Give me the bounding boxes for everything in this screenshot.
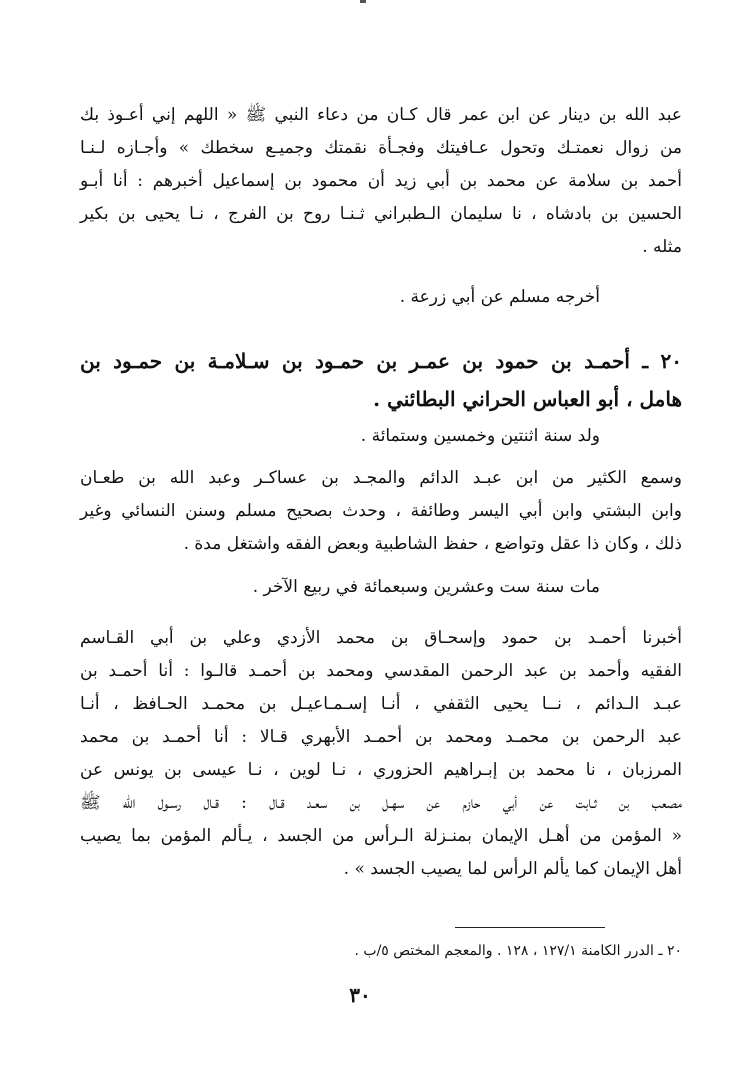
heading-line: ٢٠ ـ أحمـد بن حمود بن عمـر بن حمـود بن سـلامـة بن حمـود بن [80,349,682,373]
text-line: ذلك ، وكان ذا عقل وتواضع ، حفظ الشاطبية وبعض الفقه واشتغل مدة . [183,534,682,554]
hadith-paragraph [80,622,682,886]
hadith-continuation-paragraph [80,99,682,264]
biography-entry-heading [80,342,682,418]
text-line: مات سنة ست وعشرين وسبعمائة في ربيع الآخر . [252,577,600,597]
text-line: عبد الرحمن بن محمـد ومحمد بن أحمـد الأبهري قـالا : أنا أحمـد بن محمد [80,727,682,747]
footnote [120,934,682,968]
hearing-paragraph [80,462,682,561]
top-margin-mark [360,0,366,3]
footnote-divider [455,927,605,928]
text-line: أخرجه مسلم عن أبي زرعة . [399,287,600,307]
birth-note [300,420,600,453]
text-line: الفقيه وأحمد بن عبد الرحمن المقدسي ومحمد بن أحمـد قالـوا : أنا أحمـد بن [80,661,682,681]
text-line: مثله . [642,237,682,257]
text-line: المرزبان ، نا محمد بن إبـراهيم الحزوري ، نـا لوين ، نـا عيسى بن يونس عن [80,760,682,780]
footnote-text: ٢٠ ـ الدرر الكامنة ١٢٧/١ ، ١٢٨ . والمعجم المختص ٥/ب . [354,943,682,959]
text-line: أهل الإيمان كما يألم الرأس لما يصيب الجسد » . [343,859,682,879]
text-line: ولد سنة اثنتين وخمسين وستمائة . [360,426,600,446]
text-line: عبد الله بن دينار عن ابن عمر قال كـان من دعاء النبي ﷺ « اللهم إني أعـوذ بك [80,105,682,125]
heading-line: هامل ، أبو العباس الحراني البطائني . [373,387,682,411]
text-line: وسمع الكثير من ابن عبـد الدائم والمجـد بن عساكـر وعبد الله بن طعـان [80,468,682,488]
text-line: من زوال نعمتـك وتحول عـافيتك وفجـأة نقمتك وجميـع سخطك » وأجـازه لـنـا [80,138,682,158]
text-line: « المؤمن من أهـل الإيمان بمنـزلة الـرأس من الجسد ، يـألم المؤمن بما يصيب [80,826,682,846]
page-number: ٣٠ [349,983,371,1007]
takhrij-note [300,281,600,314]
text-line: وابن البشتي وابن أبي اليسر وطائفة ، وحدث بصحيح مسلم وسنن النسائي وغير [80,501,682,521]
text-line: مصعب بن ثـابت عن أبي حازم عن سهـل بن سعـد قـال : قـال رسـول الله ﷺ [80,793,682,813]
text-line: عبـد الـدائم ، نــا يحيى الثقفي ، أنـا إسـمـاعيـل بن محمـد الحـافظ ، أنـا [80,694,682,714]
death-note [252,571,600,604]
text-line: أحمد بن سلامة عن محمد بن أبي زيد أن محمود بن إسماعيل أخبرهم : أنا أبـو [80,171,682,191]
text-line: أخبرنا أحمـد بن حمود وإسحـاق بن محمد الأزدي وعلي بن أبي القـاسم [80,628,682,648]
text-line: الحسين بن بادشاه ، نا سليمان الـطبراني ثـنـا روح بن الفرج ، نـا يحيى بن بكير [80,204,682,224]
